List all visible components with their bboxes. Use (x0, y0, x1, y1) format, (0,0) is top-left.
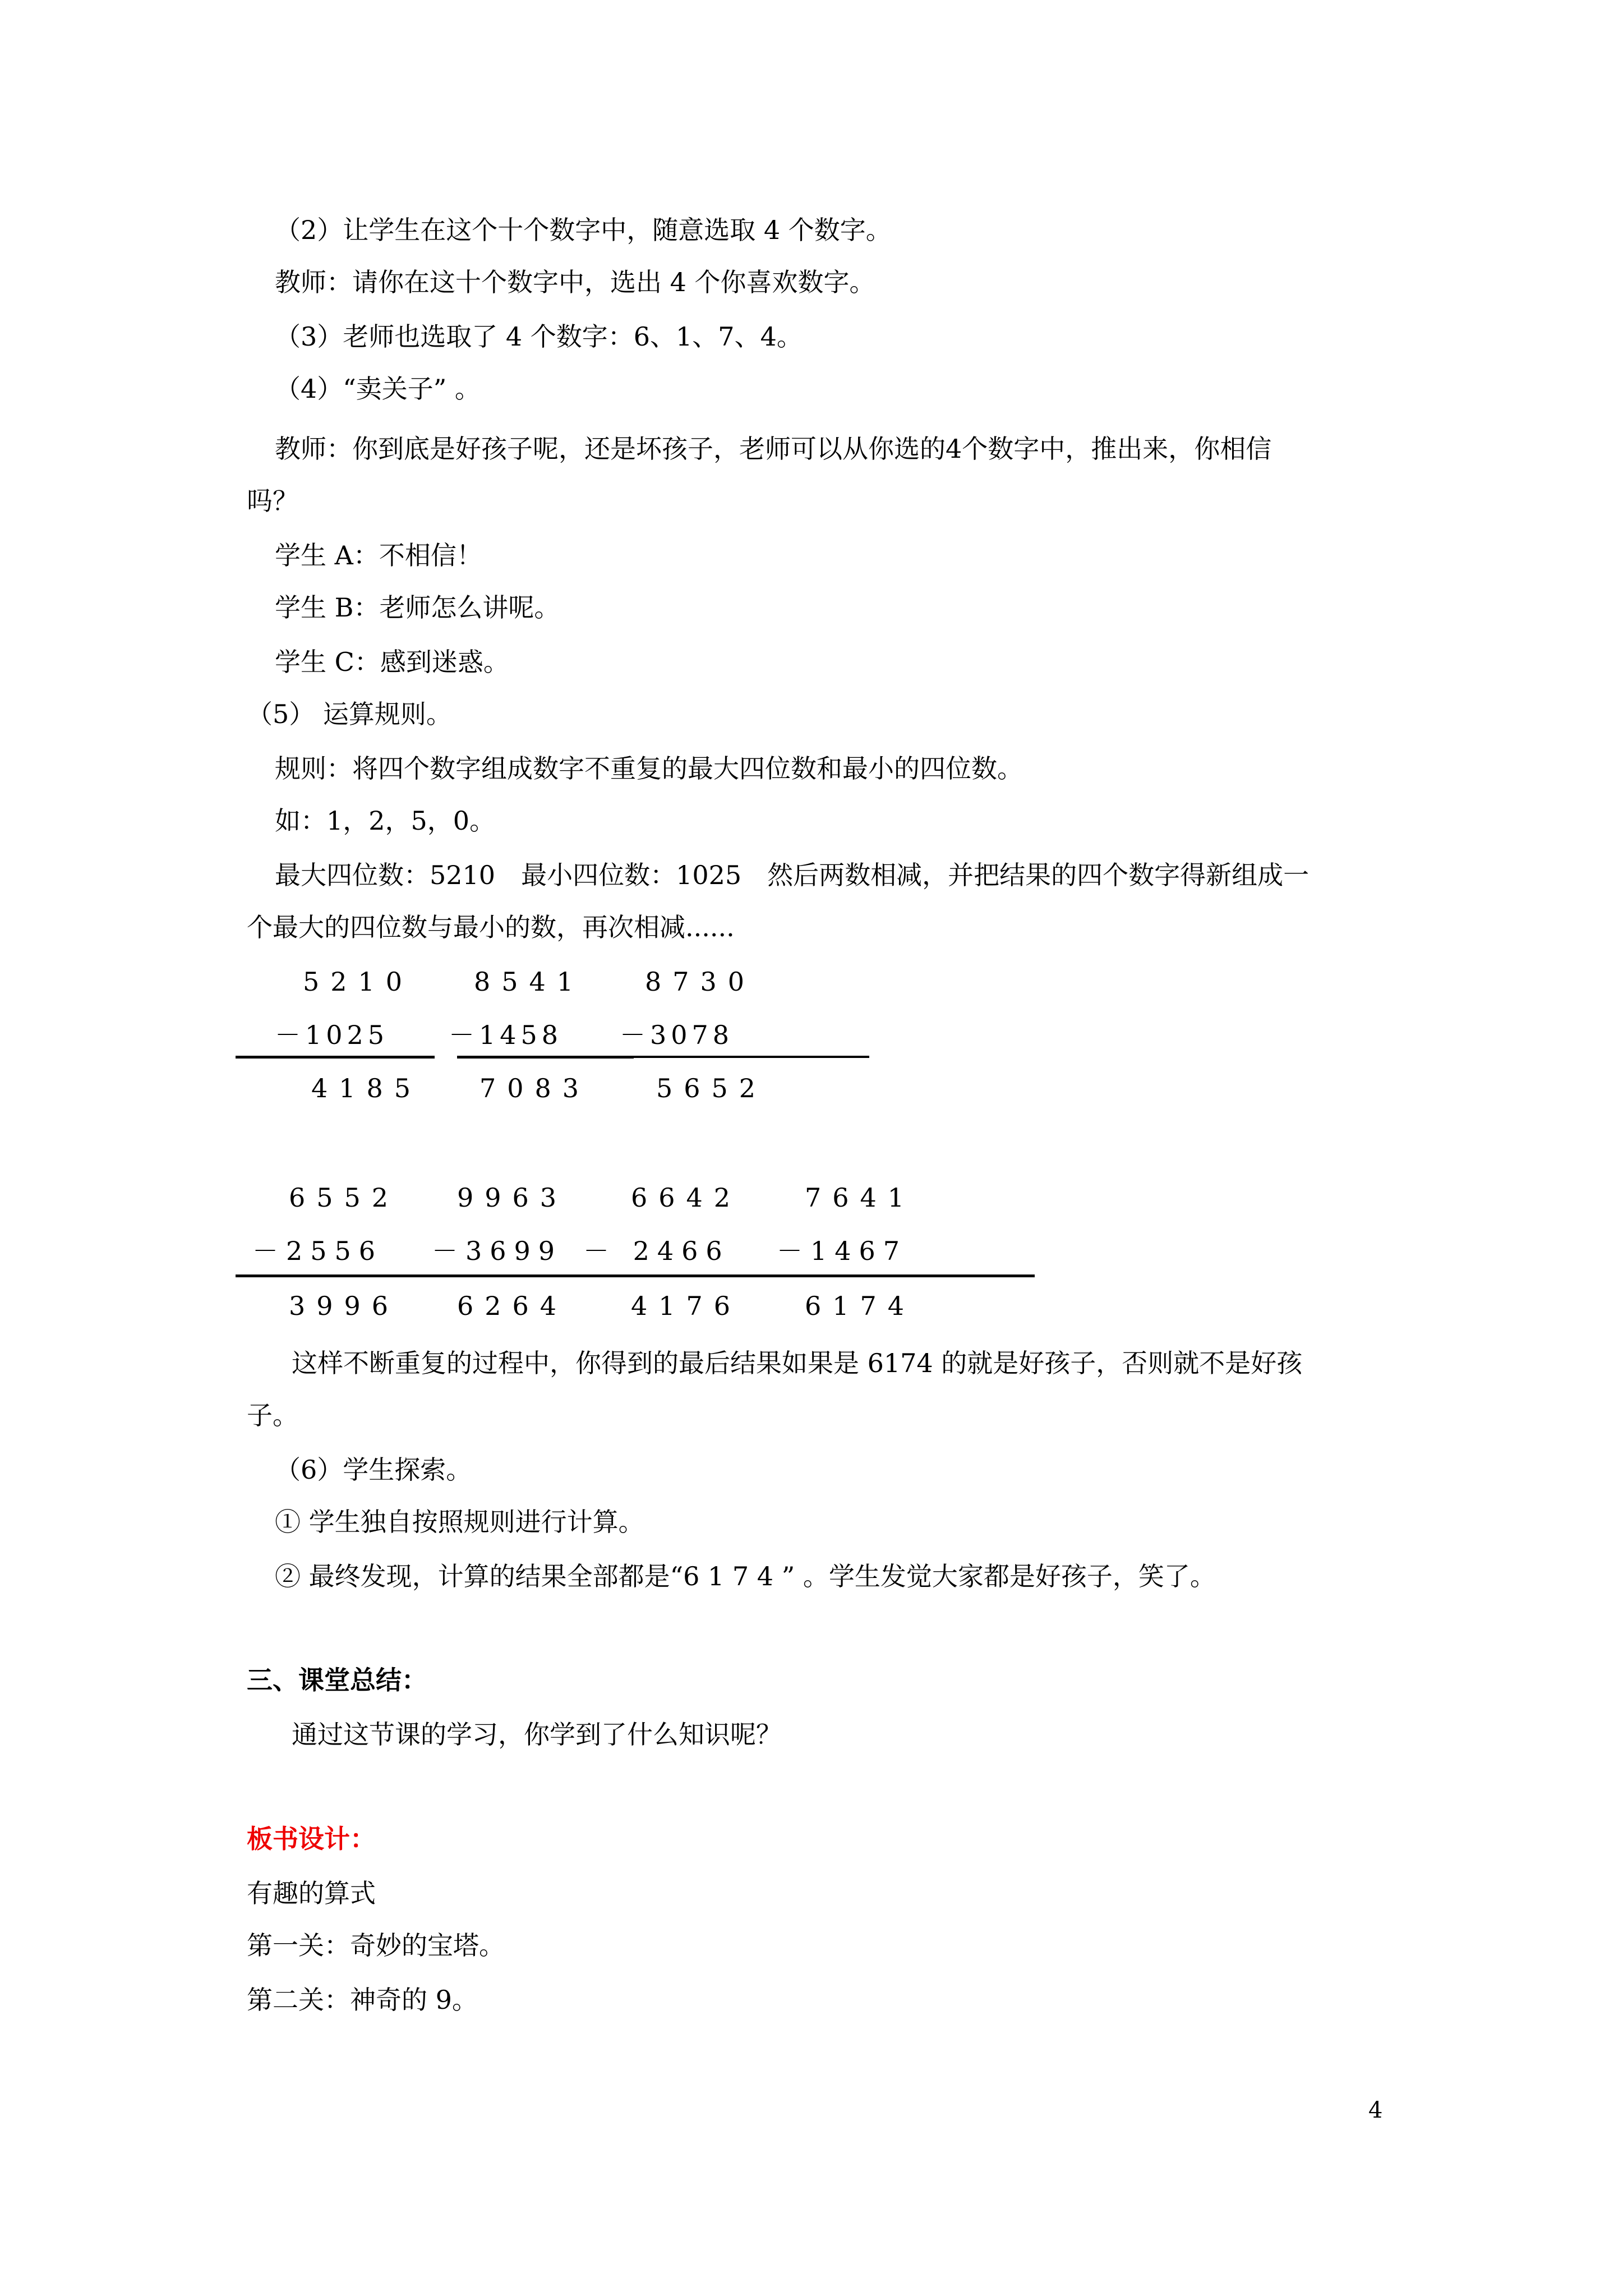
paragraph-summary: 通过这节课的学习，你学到了什么知识呢？ (292, 1719, 782, 1750)
calc-row1-rule-1 (236, 1056, 435, 1059)
paragraph-rule: 规则：将四个数字组成数字不重复的最大四位数和最小的四位数。 (275, 753, 1023, 784)
paragraph-student-b: 学生 B：老师怎么讲呢。 (275, 592, 560, 623)
calc7-result: 6174 (805, 1291, 916, 1321)
paragraph-max-min: 最大四位数：5210 最小四位数：1025 然后两数相减，并把结果的四个数字得新组成一 (275, 860, 1310, 890)
paragraph-step-6: （6）学生探索。 (275, 1455, 472, 1485)
calc7-subtrahend: －1467 (777, 1236, 908, 1266)
calc-row1-rule-3 (623, 1056, 869, 1058)
calc2-top: 8541 (474, 967, 585, 997)
calc5-result: 6264 (457, 1291, 568, 1321)
calc2-result: 7083 (479, 1073, 591, 1103)
calc3-result: 5652 (656, 1073, 767, 1103)
board-title: 有趣的算式 (247, 1878, 376, 1908)
paragraph-max-min-cont: 个最大的四位数与最小的数，再次相减...... (247, 912, 735, 942)
paragraph-explore-1: ① 学生独自按照规则进行计算。 (275, 1507, 644, 1537)
calc3-top: 8730 (645, 967, 756, 997)
calc1-top: 5210 (303, 967, 414, 997)
section-heading-summary: 三、课堂总结： (247, 1665, 427, 1695)
paragraph-conclusion: 这样不断重复的过程中，你得到的最后结果如果是 6174 的就是好孩子，否则就不是好孩 (292, 1348, 1303, 1378)
paragraph-step-3: （3）老师也选取了 4 个数字：6、1、7、4。 (275, 321, 803, 352)
paragraph-student-a: 学生 A：不相信！ (275, 540, 482, 570)
section-heading-board-design: 板书设计： (247, 1824, 376, 1854)
calc5-top: 9963 (457, 1182, 568, 1213)
calc3-subtrahend: －3078 (620, 1020, 734, 1050)
calc1-subtrahend: －1025 (275, 1020, 389, 1050)
paragraph-step-5: （5） 运算规则。 (247, 699, 452, 729)
calc2-subtrahend: －1458 (449, 1020, 563, 1050)
paragraph-example: 如：1，2，5，0。 (275, 806, 496, 836)
calc4-result: 3996 (289, 1291, 400, 1321)
paragraph-explore-2: ② 最终发现，计算的结果全部都是“6 1 7 4 ” 。学生发觉大家都是好孩子，笑了。 (275, 1561, 1216, 1591)
paragraph-student-c: 学生 C：感到迷惑。 (275, 647, 509, 677)
paragraph-teacher-question: 教师：你到底是好孩子呢，还是坏孩子，老师可以从你选的4个数字中，推出来，你相信 (275, 434, 1272, 464)
board-level-2: 第二关：神奇的 9。 (247, 1985, 478, 2015)
calc6-subtrahend: － 2466 (583, 1236, 730, 1266)
paragraph-teacher-question-cont: 吗？ (247, 486, 298, 516)
calc5-subtrahend: －3699 (432, 1236, 563, 1266)
calc-row2-rule (236, 1274, 1035, 1277)
paragraph-teacher-prompt: 教师：请你在这十个数字中，选出 4 个你喜欢数字。 (275, 267, 875, 297)
paragraph-step-2: （2）让学生在这个十个数字中，随意选取 4 个数字。 (275, 215, 892, 245)
board-level-1: 第一关：奇妙的宝塔。 (247, 1930, 505, 1961)
paragraph-step-4: （4）“卖关子” 。 (275, 374, 481, 404)
calc4-subtrahend: －2556 (252, 1236, 384, 1266)
calc4-top: 6552 (289, 1182, 400, 1213)
paragraph-conclusion-cont: 子。 (247, 1400, 298, 1430)
calc6-top: 6642 (631, 1182, 742, 1213)
calc7-top: 7641 (805, 1182, 916, 1213)
calc-row1-rule-2 (457, 1056, 634, 1059)
calc1-result: 4185 (311, 1073, 422, 1103)
page-number: 4 (1368, 2097, 1383, 2123)
calc6-result: 4176 (631, 1291, 742, 1321)
